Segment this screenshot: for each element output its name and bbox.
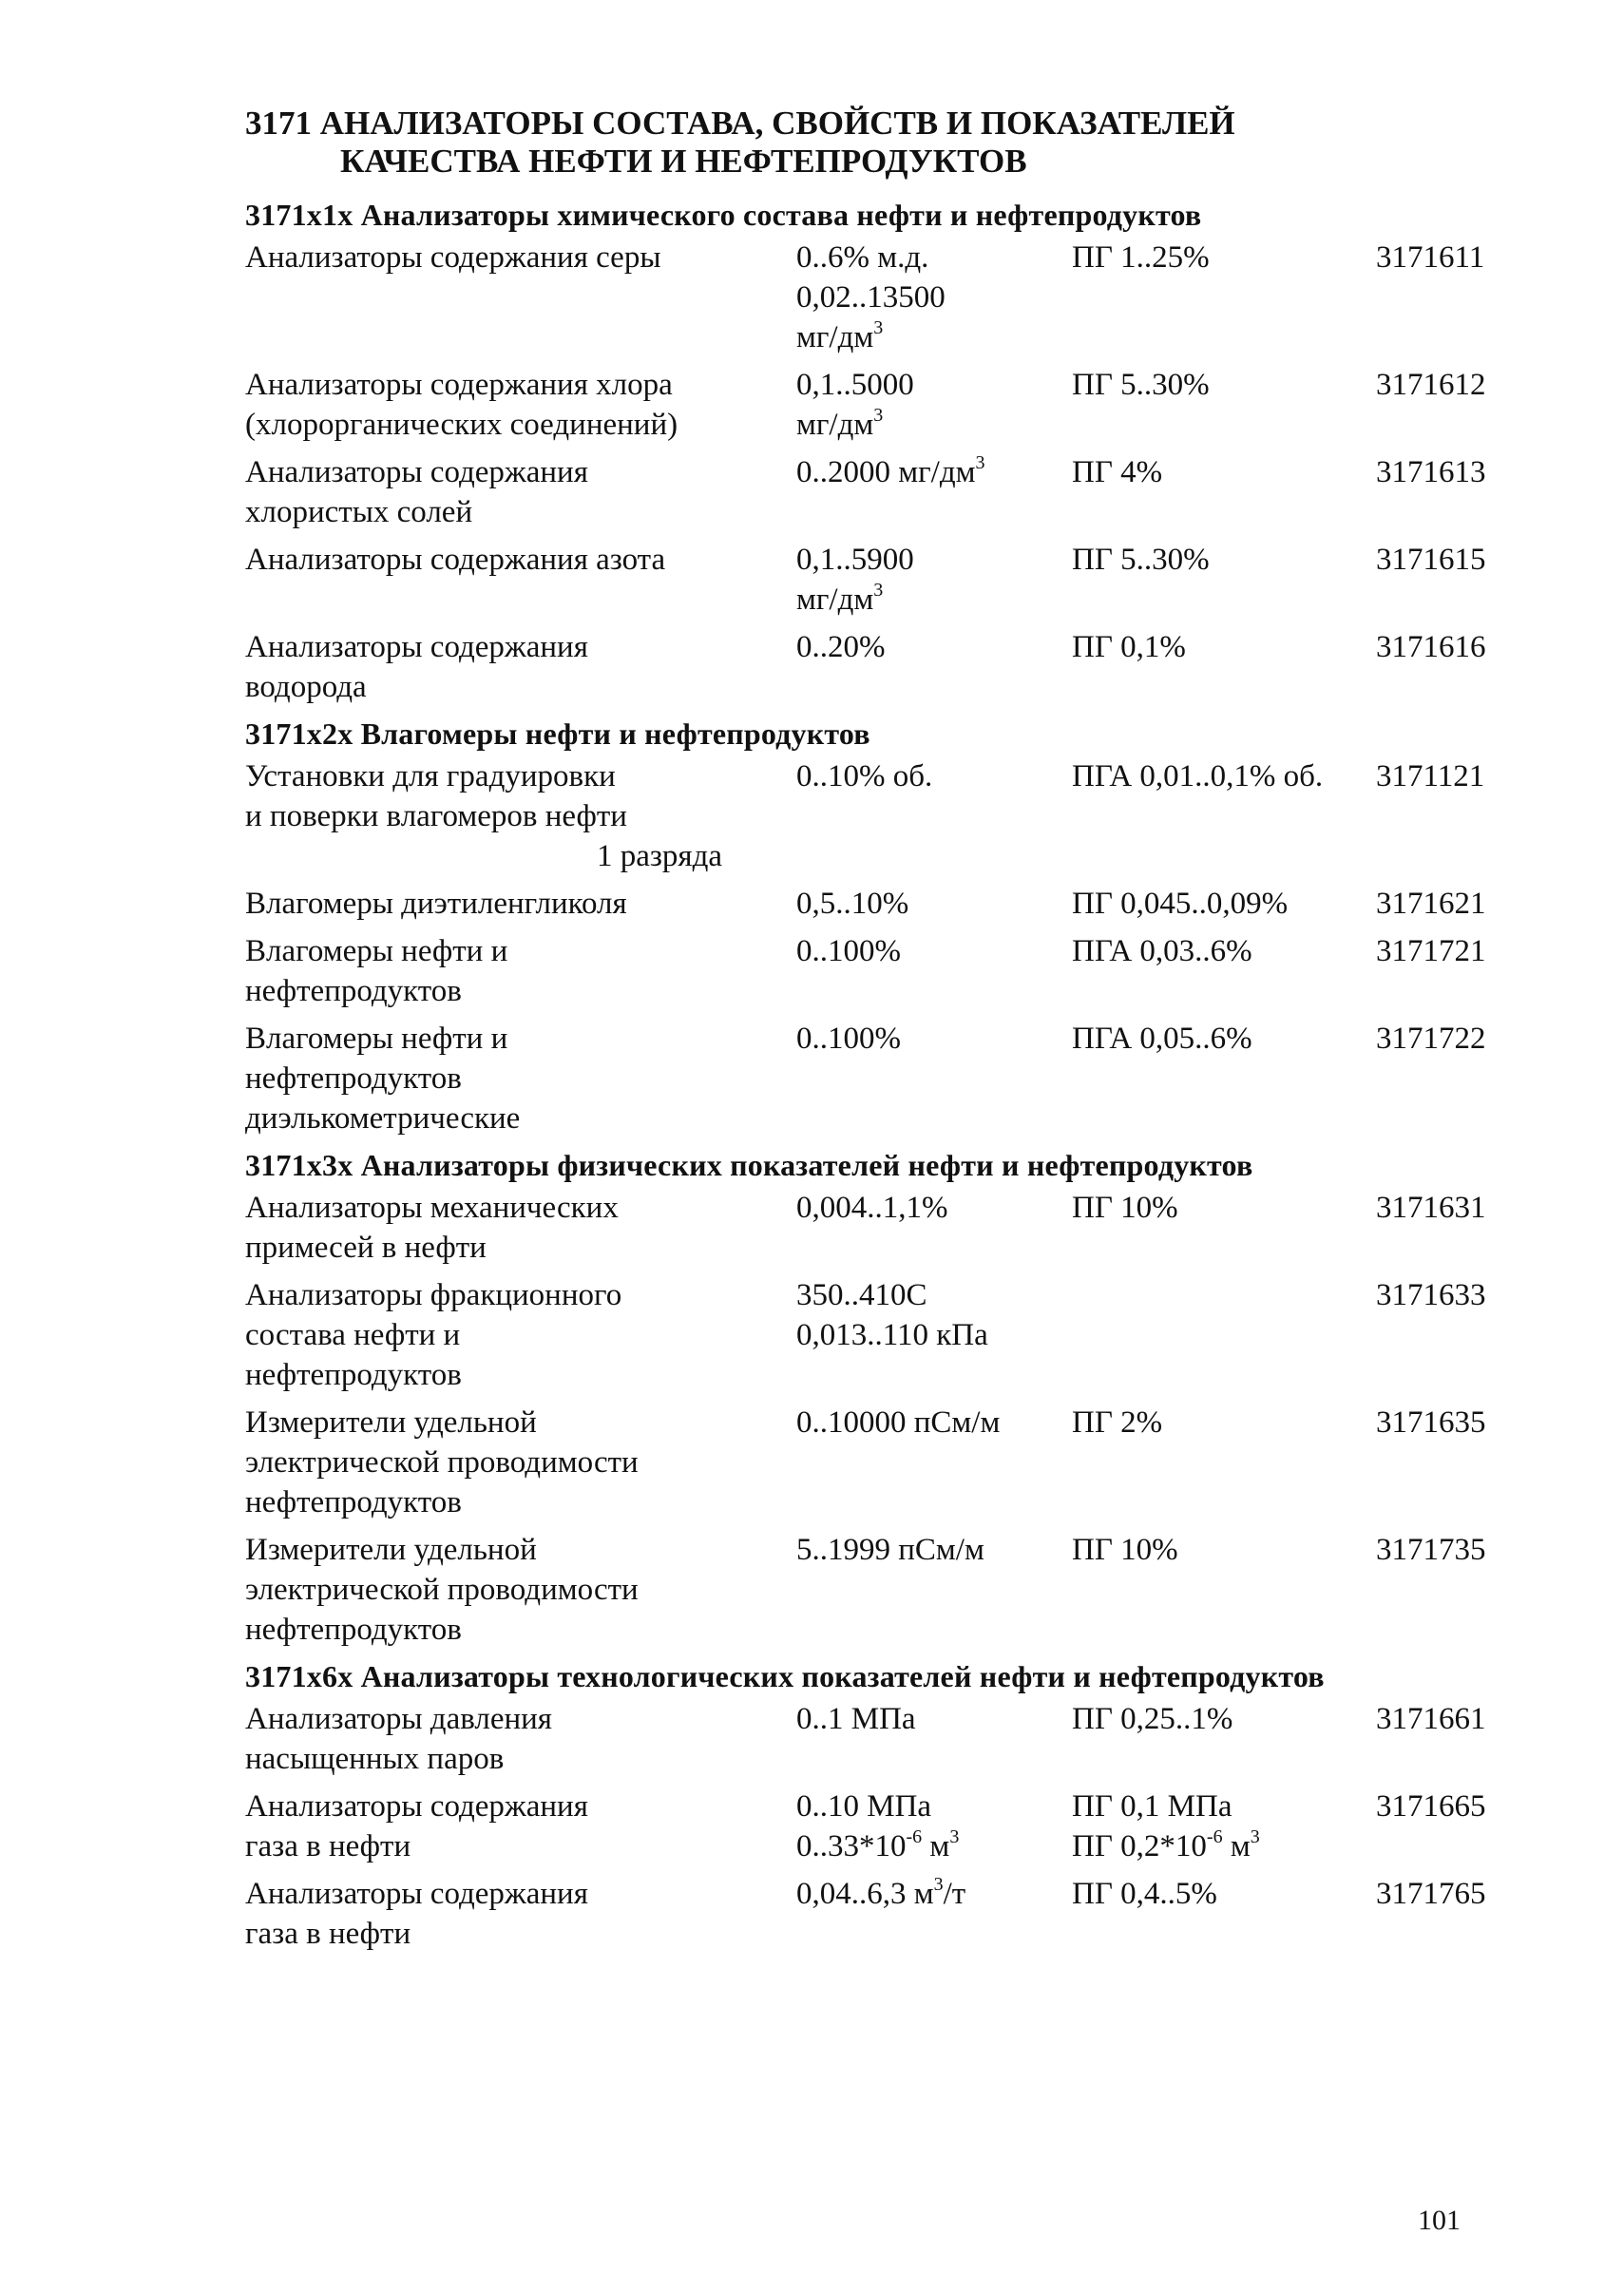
product-code: 3171765 bbox=[1376, 1877, 1486, 1911]
instrument-name-cell bbox=[245, 627, 796, 707]
measurement-range-line: 0,1..5900 bbox=[796, 543, 914, 577]
measurement-range-line: $мг/дм^3$ bbox=[796, 317, 884, 354]
instrument-name-line: Анализаторы содержания bbox=[245, 1789, 588, 1824]
instrument-name-cell bbox=[245, 540, 796, 620]
instrument-name-line: Анализаторы содержания bbox=[245, 1877, 588, 1911]
section-heading: 3171x1x Анализаторы химического состава нефти и нефтепродуктов bbox=[245, 198, 1202, 232]
instrument-name-cell bbox=[245, 1403, 796, 1522]
instrument-name-cell bbox=[245, 1275, 796, 1395]
error-limit-cell bbox=[1072, 756, 1376, 876]
error-limit-line: ПГ 1..25% bbox=[1072, 240, 1210, 275]
measurement-range-line: 0,02..13500 bbox=[796, 280, 946, 315]
instrument-name-cell bbox=[245, 1019, 796, 1138]
table-row bbox=[245, 884, 1509, 924]
page-title-line-1: 3171 АНАЛИЗАТОРЫ СОСТАВА, СВОЙСТВ И ПОКАЗАТЕЛЕЙ bbox=[245, 105, 1235, 142]
superscript: 3 bbox=[949, 1826, 960, 1847]
product-code: 3171635 bbox=[1376, 1405, 1486, 1440]
measurement-range-cell bbox=[796, 238, 1072, 357]
error-limit-line: ПГ 4% bbox=[1072, 455, 1163, 489]
section-heading: 3171x3x Анализаторы физических показателей нефти и нефтепродуктов bbox=[245, 1148, 1253, 1182]
instrument-name-line: Влагомеры нефти и bbox=[245, 934, 508, 968]
table-row bbox=[245, 931, 1509, 1011]
measurement-range-cell bbox=[796, 756, 1072, 876]
instrument-name-line: Измерители удельной bbox=[245, 1533, 537, 1567]
measurement-range-line: 0..2000 $мг/дм^3$ bbox=[796, 452, 985, 489]
instrument-name-cell bbox=[245, 1874, 796, 1954]
product-code: 3171613 bbox=[1376, 455, 1486, 489]
superscript: 3 bbox=[1250, 1826, 1260, 1847]
error-limit-line: ПГ 10% bbox=[1072, 1191, 1178, 1225]
instrument-name-line: нефтепродуктов bbox=[245, 1485, 462, 1519]
measurement-range-line: 0,013..110 кПа bbox=[796, 1318, 988, 1352]
error-limit-line: ПГ 0,1% bbox=[1072, 630, 1186, 664]
instrument-name-cell bbox=[245, 931, 796, 1011]
table-row bbox=[245, 1530, 1509, 1650]
instrument-name-line: Анализаторы содержания хлора bbox=[245, 368, 673, 402]
measurement-range-line: $мг/дм^3$ bbox=[796, 580, 884, 617]
table-row bbox=[245, 238, 1509, 357]
document-page bbox=[245, 105, 1509, 1961]
measurement-range-cell bbox=[796, 1699, 1072, 1779]
table-row bbox=[245, 627, 1509, 707]
instrument-name-cell bbox=[245, 1530, 796, 1650]
error-limit-line: ПГА 0,01..0,1% об. bbox=[1072, 759, 1324, 793]
table-row bbox=[245, 540, 1509, 620]
error-limit-line: ПГ 0,25..1% bbox=[1072, 1702, 1233, 1736]
measurement-range-cell bbox=[796, 452, 1072, 532]
error-limit-cell bbox=[1072, 1019, 1376, 1138]
section-heading: 3171x6x Анализаторы технологических показателей нефти и нефтепродуктов bbox=[245, 1659, 1325, 1693]
measurement-range-line: 0..100% bbox=[796, 1022, 901, 1056]
measurement-range-line: $0..33*10^{-6}$ $м^3$ bbox=[796, 1826, 960, 1863]
error-limit-line: ПГ 0,045..0,09% bbox=[1072, 887, 1289, 921]
measurement-range-line: 5..1999 пСм/м bbox=[796, 1533, 984, 1567]
instrument-name-line: диэлькометрические bbox=[245, 1101, 521, 1136]
instrument-name-line: Анализаторы давления bbox=[245, 1702, 552, 1736]
instrument-name-cell bbox=[245, 884, 796, 924]
instrument-name-line: электрической проводимости bbox=[245, 1573, 639, 1607]
instrument-name-line: и поверки влагомеров нефти bbox=[245, 799, 627, 833]
section bbox=[245, 1657, 1509, 1954]
measurement-range-line: 0,5..10% bbox=[796, 887, 909, 921]
measurement-range-line: 350..410С bbox=[796, 1278, 927, 1312]
measurement-range-line: 0..10% об. bbox=[796, 759, 933, 793]
measurement-range-line: 0..20% bbox=[796, 630, 886, 664]
measurement-range-line: 0..6% м.д. bbox=[796, 240, 929, 275]
measurement-range-cell bbox=[796, 1019, 1072, 1138]
instrument-name-line: примесей в нефти bbox=[245, 1231, 487, 1265]
error-limit-cell bbox=[1072, 1188, 1376, 1268]
measurement-range-line: 0..10000 пСм/м bbox=[796, 1405, 1001, 1440]
product-code: 3171611 bbox=[1376, 240, 1485, 275]
instrument-name-line: Измерители удельной bbox=[245, 1405, 537, 1440]
measurement-range-line: 0..1 МПа bbox=[796, 1702, 916, 1736]
measurement-range-cell bbox=[796, 1188, 1072, 1268]
error-limit-cell bbox=[1072, 365, 1376, 445]
error-limit-line: ПГ 10% bbox=[1072, 1533, 1178, 1567]
page-title bbox=[245, 105, 1509, 181]
instrument-name-line: насыщенных паров bbox=[245, 1742, 505, 1776]
instrument-name-cell bbox=[245, 1787, 796, 1866]
instrument-name-line: Влагомеры диэтиленгликоля bbox=[245, 887, 627, 921]
table-row bbox=[245, 1699, 1509, 1779]
error-limit-cell bbox=[1072, 540, 1376, 620]
instrument-name-line: Анализаторы содержания bbox=[245, 455, 588, 489]
superscript: 3 bbox=[933, 1874, 944, 1895]
product-code: 3171661 bbox=[1376, 1702, 1486, 1736]
instrument-name-line: (хлорорганических соединений) bbox=[245, 408, 678, 442]
table-row bbox=[245, 1874, 1509, 1954]
error-limit-cell bbox=[1072, 1787, 1376, 1866]
error-limit-cell bbox=[1072, 627, 1376, 707]
page-title-line-2: КАЧЕСТВА НЕФТИ И НЕФТЕПРОДУКТОВ bbox=[340, 143, 1027, 180]
error-limit-cell bbox=[1072, 1699, 1376, 1779]
instrument-name-line: нефтепродуктов bbox=[245, 1358, 462, 1392]
superscript: 3 bbox=[873, 580, 884, 601]
measurement-range-cell bbox=[796, 1874, 1072, 1954]
product-code: 3171721 bbox=[1376, 934, 1486, 968]
measurement-range-cell bbox=[796, 1403, 1072, 1522]
instrument-name-line: газа в нефти bbox=[245, 1917, 411, 1951]
measurement-range-cell bbox=[796, 884, 1072, 924]
table-row bbox=[245, 452, 1509, 532]
instrument-name-line: электрической проводимости bbox=[245, 1445, 639, 1480]
measurement-range-cell bbox=[796, 627, 1072, 707]
error-limit-line: ПГ 5..30% bbox=[1072, 543, 1210, 577]
error-limit-line: ПГ 2% bbox=[1072, 1405, 1163, 1440]
product-code: 3171735 bbox=[1376, 1533, 1486, 1567]
instrument-name-cell bbox=[245, 1699, 796, 1779]
error-limit-line: ПГ 0,1 МПа bbox=[1072, 1789, 1232, 1824]
measurement-range-cell bbox=[796, 1787, 1072, 1866]
error-limit-cell bbox=[1072, 1275, 1376, 1395]
instrument-name-line: водорода bbox=[245, 670, 367, 704]
error-limit-cell bbox=[1072, 1403, 1376, 1522]
instrument-name-line: Анализаторы содержания серы bbox=[245, 240, 661, 275]
error-limit-line: ПГА 0,05..6% bbox=[1072, 1022, 1252, 1056]
measurement-range-line: 0..100% bbox=[796, 934, 901, 968]
instrument-name-line: Анализаторы содержания bbox=[245, 630, 588, 664]
instrument-name-line: нефтепродуктов bbox=[245, 1061, 462, 1096]
superscript: -6 bbox=[1206, 1826, 1223, 1847]
instrument-name-line: Анализаторы механических bbox=[245, 1191, 619, 1225]
product-code: 3171631 bbox=[1376, 1191, 1486, 1225]
instrument-name-line: хлористых солей bbox=[245, 495, 473, 529]
instrument-name-line: 1 разряда bbox=[597, 839, 723, 873]
instrument-name-cell bbox=[245, 238, 796, 357]
error-limit-cell bbox=[1072, 1530, 1376, 1650]
product-code: 3171612 bbox=[1376, 368, 1486, 402]
measurement-range-line: 0,04..6,3 $м^3/т$ bbox=[796, 1874, 966, 1911]
error-limit-cell bbox=[1072, 1874, 1376, 1954]
measurement-range-cell bbox=[796, 365, 1072, 445]
error-limit-line: ПГ $0,2*10^{-6}$ $м^3$ bbox=[1072, 1826, 1260, 1863]
measurement-range-line: 0..10 МПа bbox=[796, 1789, 932, 1824]
table-row bbox=[245, 365, 1509, 445]
superscript: 3 bbox=[873, 317, 884, 338]
table-row bbox=[245, 1403, 1509, 1522]
product-code: 3171665 bbox=[1376, 1789, 1486, 1824]
instrument-name-line: Анализаторы фракционного bbox=[245, 1278, 622, 1312]
sections-container bbox=[245, 196, 1509, 1954]
table-row bbox=[245, 1787, 1509, 1866]
measurement-range-cell bbox=[796, 1530, 1072, 1650]
product-code: 3171616 bbox=[1376, 630, 1486, 664]
error-limit-line: ПГ 5..30% bbox=[1072, 368, 1210, 402]
measurement-range-line: 0,1..5000 bbox=[796, 368, 914, 402]
product-code: 3171121 bbox=[1376, 759, 1485, 793]
measurement-range-line: 0,004..1,1% bbox=[796, 1191, 948, 1225]
superscript: -6 bbox=[906, 1826, 923, 1847]
instrument-name-line: газа в нефти bbox=[245, 1829, 411, 1863]
error-limit-line: ПГА 0,03..6% bbox=[1072, 934, 1252, 968]
section bbox=[245, 196, 1509, 707]
instrument-name-cell bbox=[245, 365, 796, 445]
instrument-name-line: нефтепродуктов bbox=[245, 974, 462, 1008]
page-number: 101 bbox=[1418, 2205, 1461, 2236]
error-limit-cell bbox=[1072, 884, 1376, 924]
superscript: 3 bbox=[975, 452, 985, 473]
error-limit-cell bbox=[1072, 452, 1376, 532]
product-code: 3171722 bbox=[1376, 1022, 1486, 1056]
product-code: 3171621 bbox=[1376, 887, 1486, 921]
instrument-name-line: Влагомеры нефти и bbox=[245, 1022, 508, 1056]
instrument-name-line: состава нефти и bbox=[245, 1318, 461, 1352]
measurement-range-cell bbox=[796, 1275, 1072, 1395]
section bbox=[245, 1146, 1509, 1650]
table-row bbox=[245, 1019, 1509, 1138]
instrument-name-cell bbox=[245, 756, 796, 876]
section bbox=[245, 715, 1509, 1138]
section-heading: 3171x2x Влагомеры нефти и нефтепродуктов bbox=[245, 717, 870, 751]
error-limit-cell bbox=[1072, 931, 1376, 1011]
instrument-name-line: Установки для градуировки bbox=[245, 759, 616, 793]
measurement-range-cell bbox=[796, 931, 1072, 1011]
instrument-name-line: Анализаторы содержания азота bbox=[245, 543, 666, 577]
table-row bbox=[245, 1188, 1509, 1268]
table-row bbox=[245, 756, 1509, 876]
instrument-name-line: нефтепродуктов bbox=[245, 1613, 462, 1647]
error-limit-cell bbox=[1072, 238, 1376, 357]
error-limit-line: ПГ 0,4..5% bbox=[1072, 1877, 1217, 1911]
product-code: 3171615 bbox=[1376, 543, 1486, 577]
superscript: 3 bbox=[873, 405, 884, 426]
measurement-range-line: $мг/дм^3$ bbox=[796, 405, 884, 442]
measurement-range-cell bbox=[796, 540, 1072, 620]
instrument-name-cell bbox=[245, 1188, 796, 1268]
product-code: 3171633 bbox=[1376, 1278, 1486, 1312]
table-row bbox=[245, 1275, 1509, 1395]
instrument-name-cell bbox=[245, 452, 796, 532]
